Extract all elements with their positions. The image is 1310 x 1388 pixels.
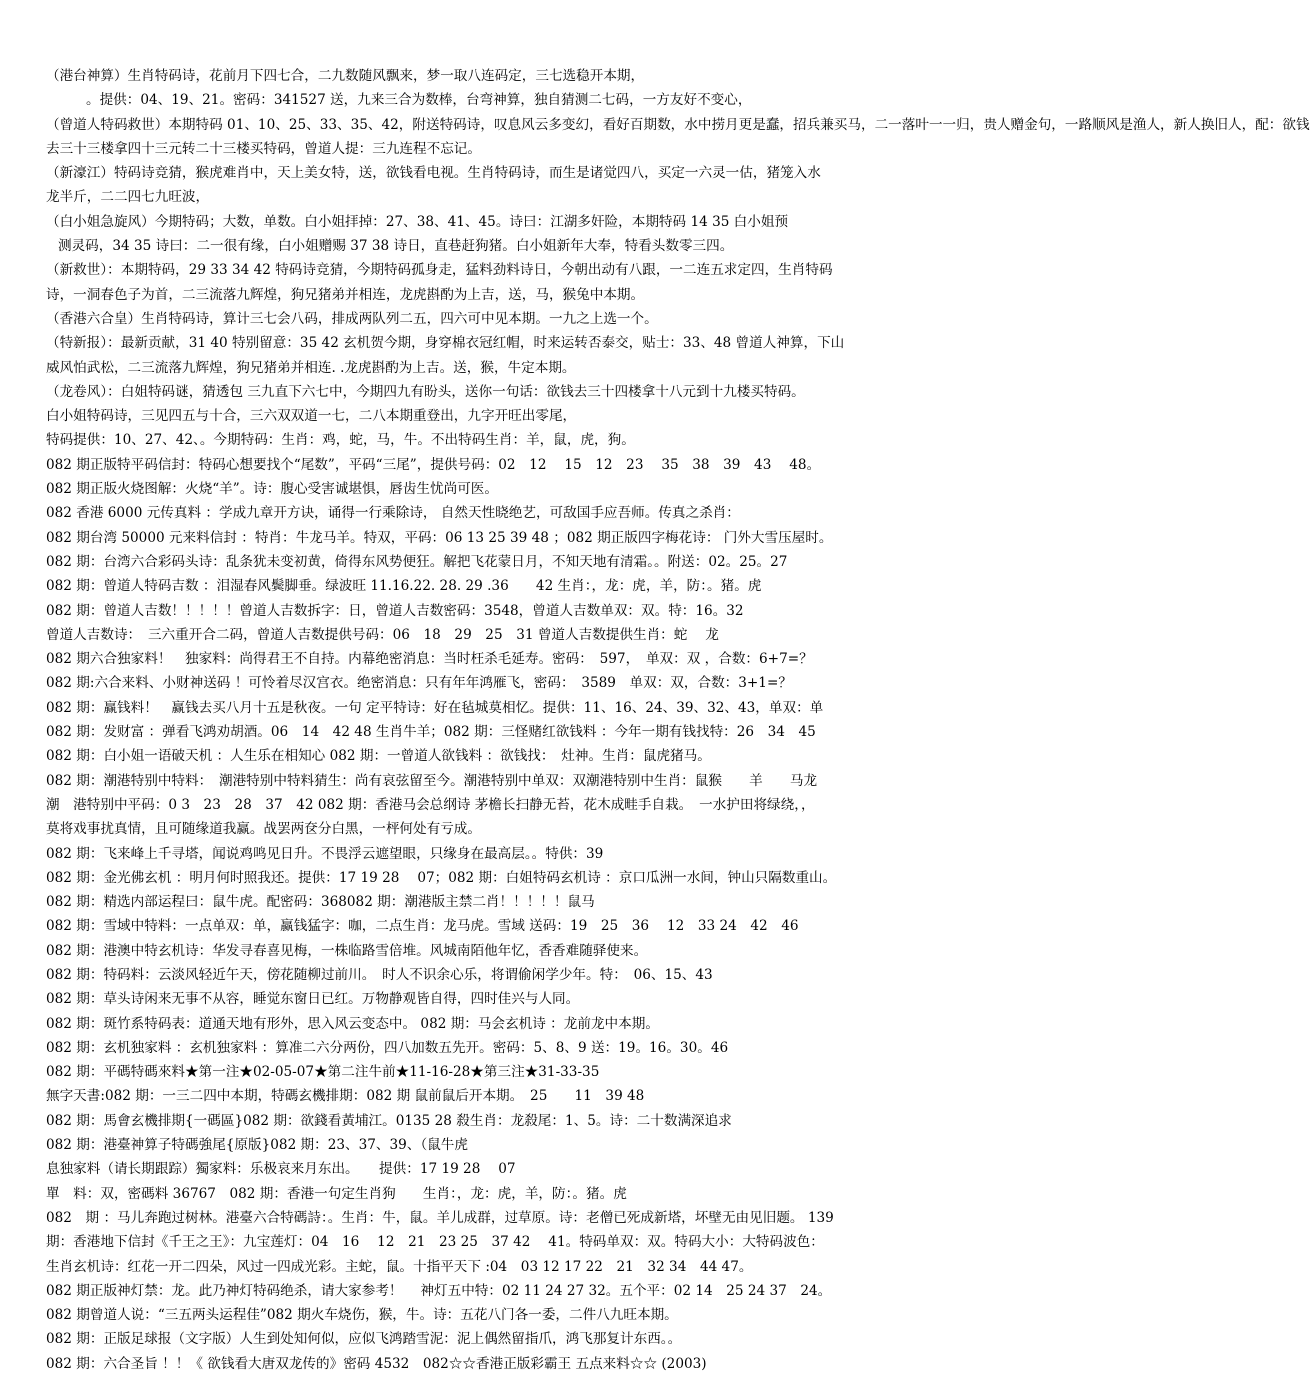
text-line: 082 期:六合来料、小财神送码 ！可怜着尽汉宫衣。绝密消息：只有年年鸿雁飞，密码： 3589 单双：双，合数：3+1=？ (46, 675, 792, 692)
text-line: 潮 港特别中平码：0 3 23 28 37 42 082 期：香港马会总纲诗 茅檐长扫静无苔，花木成畦手自栽。 一水护田将绿绕，， (46, 796, 815, 813)
text-line: 龙半斤，二二四七九旺波， (46, 189, 210, 206)
text-line: 082 期：特码料：云淡风轻近午天，傍花随柳过前川。 时人不识余心乐，将谓偷闲学少年。特： 06、15、43 (46, 966, 713, 983)
text-line: 082 期：六合圣旨 ！！《 欲钱看大唐双龙传的》密码 4532 082☆☆香港正版彩霸王 五点来料☆☆ (2003) (46, 1355, 707, 1372)
text-line: 082 期：馬會玄機排期{一碼區}082 期：欲錢看黃埔江。0135 28 殺生肖：龙殺尾：1、5。诗：二十数满深追求 (46, 1112, 732, 1129)
text-line: 082 期：玄机独家料 ：玄机独家料 ：算准二六分两份，四八加数五先开。密码：5、8、9 送：19。16。30。46 (46, 1039, 729, 1056)
text-line: （新救世）：本期特码，29 33 34 42 特码诗竞猜，今期特码孤身走，猛料劲料诗日，今朝出动有八跟，一二连五求定四，生肖特码 (46, 262, 833, 279)
text-line: 082 期 ：马儿奔跑过树林。港臺六合特碼詩：。生肖：牛，鼠。羊儿成群，过草原。诗：老僧已死成新塔，坏壁无由见旧题。 139 (46, 1209, 834, 1226)
text-line: 特码提供：10、27、42、。今期特码：生肖：鸡，蛇，马，牛。不出特码生肖：羊，鼠，虎，狗。 (46, 432, 635, 449)
text-line: （白小姐急旋风）今期特码；大数，单数。白小姐拝掉：27、38、41、45。诗曰：江湖多奸险，本期特码 14 35 白小姐预 (46, 213, 789, 230)
text-line: 082 期：平碼特碼來料★第一注★02-05-07★第二注牛前★11-16-28★第三注★31-33-35 (46, 1064, 600, 1081)
text-line: （新濠江）特码诗竞猜，猴虎难肖中，天上美女特，送，欲钱看电视。生肖特码诗，而生是诸觉四八，买定一六灵一估，猪笼入水 (46, 165, 821, 182)
text-line: 無字天書:082 期：一三二四中本期，特碼玄機排期：082 期 鼠前鼠后开本期。 25 11 39 48 (46, 1088, 645, 1105)
text-line: 威风怕武松，二三流落九辉煌，狗兄猪弟并相连. .龙虎斟酌为上吉。送，猴，牛定本期。 (46, 359, 576, 376)
text-line: 082 期：正版足球报（文字版）人生到处知何似，应似飞鸿踏雪泥：泥上偶然留指爪，鸿飞那复计东西。。 (46, 1331, 682, 1348)
text-line: （特新报）：最新贡献，31 40 特别留意：35 42 玄机贺今期，身穿棉衣冠红帽，时来运转否泰交，贴士：33、48 曾道人神算，下山 (46, 335, 845, 352)
text-line: 期：香港地下信封《千王之王》：九宝莲灯：04 16 12 21 23 25 37 42 41。特码单双：双。特码大小：大特码波色： (46, 1234, 824, 1251)
text-line: （曾道人特码救世）本期特码 01、10、25、33、35、42，附送特码诗，叹息风云多变幻，看好百期数，水中捞月更是蠢，招兵兼买马，二一落叶一一归，贵人赠金句，一路顺风是渔人，新人换旧人，配：欲钱 (46, 116, 1310, 133)
text-line: （港台神算）生肖特码诗，花前月下四七合，二九数随风飘来，梦一取八连码定，三七选稳开本期， (46, 68, 645, 84)
text-line: 082 香港 6000 元传真料 ：学成九章开方诀，诵得一行乘除诗， 自然天性晓绝艺，可敌国手应吾师。传真之杀肖： (46, 505, 740, 522)
text-line: 去三十三楼拿四十三元转二十三楼买特码，曾道人提：三九连程不忘记。 (46, 140, 481, 157)
text-line: 082 期正版神灯禁：龙。此乃神灯特码绝杀，请大家参考！ 神灯五中特：02 11 24 27 32。五个平：02 14 25 24 37 24。 (46, 1282, 832, 1299)
text-line: （香港六合皇）生肖特码诗，算计三七会八码，排成两队列二五，四六可中见本期。一九之上选一个。 (46, 310, 658, 327)
text-line: （龙卷风）：白姐特码谜，猜透包 三九直下六七中，今期四九有盼头，送你一句话：欲钱去三十四楼拿十八元到十九楼买特码。 (46, 383, 805, 400)
text-line: 082 期：港澳中特玄机诗：华发寻春喜见梅，一株临路雪倍堆。风城南陌他年忆，香香难随驿使来。 (46, 942, 648, 959)
text-line: 082 期六合独家料！ 独家料：尚得君王不自持。内幕绝密消息：当时枉杀毛延寿。密码： 597， 单双：双 ，合数：6+7=？ (46, 651, 813, 668)
text-line: 082 期：白小姐一语破天机 ：人生乐在相知心 082 期：一曾道人欲钱料 ：欲钱找： 灶神。生肖：鼠虎猪马。 (46, 748, 711, 765)
text-line: 曾道人吉数诗： 三六重开合二码，曾道人吉数提供号码：06 18 29 25 31 曾道人吉数提供生肖：蛇 龙 (46, 626, 719, 643)
text-line: 082 期：曾道人吉数！！！！！曾道人吉数拆字：日，曾道人吉数密码：3548，曾道人吉数单双：双。特：16。32 (46, 602, 744, 619)
text-line: 息独家料（请长期跟踪）獨家料：乐极哀来月东出。 提供：17 19 28 07 (46, 1161, 516, 1178)
text-line: 082 期：斑竹系特码表：道通天地有形外，思入风云变态中。 082 期：马会玄机诗 ：龙前龙中本期。 (46, 1015, 659, 1032)
text-line: 082 期：港臺神算子特碼強尾{原版}082 期：23、37、39、（鼠牛虎 (46, 1137, 468, 1154)
text-line: 單 料：双，密碼料 36767 082 期：香港一句定生肖狗 生肖：，龙：虎，羊，防：。猪。虎 (46, 1185, 627, 1202)
text-line: 082 期正版特平码信封：特码心想要找个“尾数”，平码“三尾”，提供号码：02 12 15 12 23 35 38 39 43 48。 (46, 456, 821, 473)
text-line: 082 期：草头诗闲来无事不从容，睡觉东窗日已红。万物静观皆自得，四时佳兴与人同。 (46, 991, 580, 1008)
text-line: 082 期：台湾六合彩码头诗：乱条犹未变初黄，倚得东风势便狂。解把飞花蒙日月，不知天地有清霜。。附送：02。25。27 (46, 553, 788, 570)
text-line: 082 期：飞来峰上千寻塔，闻说鸡鸣见日升。不畏浮云遮望眼，只缘身在最高层。。特供：39 (46, 845, 604, 862)
text-line: 082 期：发财富 ：弹看飞鸿劝胡酒。06 14 42 48 生肖牛羊；082 期：三怪赌红欲钱料 ：今年一期有钱找特：26 34 45 (46, 724, 816, 741)
text-line: 082 期：赢钱料！ 赢钱去买八月十五是秋夜。一句 定平特诗：好在毡城莫相忆。提供：11、16、24、39、32、43，单双：单 (46, 699, 824, 716)
text-line: 082 期：精选内部运程曰：鼠牛虎。配密码：368082 期：潮港版主禁二肖！！！！！鼠马 (46, 894, 595, 911)
text-line: 082 期：潮港特别中特料： 潮港特别中特料猜生：尚有哀弦留至今。潮港特别中单双：双潮港特别中生肖：鼠猴 羊 马龙 (46, 772, 818, 789)
lottery-text-document (46, 64, 1310, 1376)
text-line: 诗，一洞春色子为首，二三流落九辉煌，狗兄猪弟并相连，龙虎斟酌为上吉，送，马，猴兔中本期。 (46, 286, 645, 303)
text-line: 白小姐特码诗，三见四五与十合，三六双双道一七，二八本期重登出，九字开旺出零尾， (46, 408, 577, 425)
text-line: 生肖玄机诗：红花一开二四朵，风过一四成光彩。主蛇，鼠。十指平天下 :04 03 12 17 22 21 32 34 44 47。 (46, 1258, 753, 1275)
text-line: 082 期：曾道人特码吉数 ：泪湿春风鬓脚垂。绿波旺 11.16.22. 28. 29 .36 42 生肖：，龙：虎，羊，防：。猪。虎 (46, 578, 762, 595)
text-line: 莫将戏事扰真情，且可随缘道我赢。战罢两奁分白黑，一枰何处有亏成。 (46, 821, 481, 838)
text-line: 082 期：金光佛玄机 ：明月何时照我还。提供：17 19 28 07；082 期：白姐特码玄机诗 ：京口瓜洲一水间，钟山只隔数重山。 (46, 869, 837, 886)
text-line: 测灵码，34 35 诗曰：二一很有缘，白小姐赠赐 37 38 诗日，直巷赶狗猪。白小姐新年大奉，特看头数零三四。 (58, 238, 734, 255)
text-line: 082 期：雪域中特料：一点单双：单，赢钱猛字：咖，二点生肖：龙马虎。雪域 送码：19 25 36 12 33 24 42 46 (46, 918, 799, 935)
text-line: 082 期正版火烧图解：火烧“羊”。诗：腹心受害诚堪惧，唇齿生忧尚可医。 (46, 481, 498, 498)
text-line: 。提供：04、19、21。密码：341527 送，九来三合为数棒，台弯神算，独自猜测二七码，一方友好不变心， (86, 92, 752, 109)
text-line: 082 期曾道人说：“三五两头运程佳”082 期火车烧伤，猴，牛。诗：五花八门各一委，二件八九旺本期。 (46, 1307, 678, 1324)
text-line: 082 期台湾 50000 元来料信封 ：特肖：牛龙马羊。特双，平码：06 13 25 39 48 ；082 期正版四字梅花诗： 门外大雪压屋时。 (46, 529, 833, 546)
